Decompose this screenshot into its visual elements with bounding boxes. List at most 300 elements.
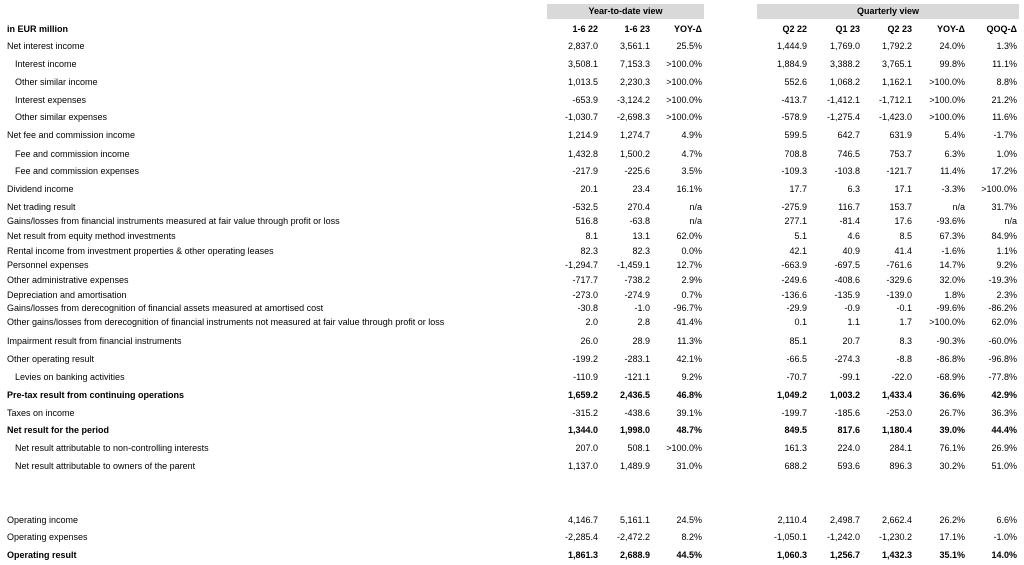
row-value: 1,274.7: [619, 130, 650, 140]
column-header: QOQ-Δ: [986, 24, 1017, 34]
table-row: [0, 165, 1024, 177]
row-value: -99.1: [839, 372, 860, 382]
row-value: 642.7: [837, 130, 860, 140]
row-value: 62.0%: [676, 231, 702, 241]
table-row: [0, 353, 1024, 365]
row-label: Other gains/losses from derecognition of financial instruments not measured at fair value through profit or loss: [7, 317, 445, 327]
ytd-group-header: Year-to-date view: [547, 4, 704, 19]
row-value: 39.1%: [676, 408, 702, 418]
row-value: -225.6: [624, 166, 650, 176]
row-value: 26.7%: [939, 408, 965, 418]
table-row: [0, 289, 1024, 301]
row-value: n/a: [689, 202, 702, 212]
row-value: 1,214.9: [567, 130, 598, 140]
row-value: >100.0%: [929, 112, 965, 122]
row-value: 1,659.2: [567, 390, 598, 400]
row-value: -329.6: [886, 275, 912, 285]
row-label: Net result for the period: [7, 425, 110, 435]
row-value: >100.0%: [981, 184, 1017, 194]
row-label: Operating expenses: [7, 532, 88, 542]
row-value: 16.1%: [676, 184, 702, 194]
row-value: 688.2: [784, 461, 807, 471]
table-row: [0, 302, 1024, 314]
row-value: 1,003.2: [829, 390, 860, 400]
row-value: 2,662.4: [881, 515, 912, 525]
row-value: 5.1: [794, 231, 807, 241]
row-value: -81.4: [839, 216, 860, 226]
row-value: 1,792.2: [881, 41, 912, 51]
row-value: 41.4%: [676, 317, 702, 327]
row-value: -1.7%: [993, 130, 1017, 140]
row-value: 5.4%: [944, 130, 965, 140]
row-value: >100.0%: [666, 77, 702, 87]
column-header: 1-6 22: [572, 24, 598, 34]
row-value: -1.0: [634, 303, 650, 313]
row-value: 9.2%: [996, 260, 1017, 270]
row-value: -136.6: [781, 290, 807, 300]
row-value: 40.9: [842, 246, 860, 256]
row-value: 46.8%: [676, 390, 702, 400]
column-header: Q2 23: [887, 24, 912, 34]
row-value: -532.5: [572, 202, 598, 212]
row-value: 41.4: [894, 246, 912, 256]
row-value: 76.1%: [939, 443, 965, 453]
row-value: 82.3: [580, 246, 598, 256]
row-value: 82.3: [632, 246, 650, 256]
table-row: [0, 58, 1024, 70]
row-value: -77.8%: [988, 372, 1017, 382]
row-value: 42.1: [789, 246, 807, 256]
row-value: >100.0%: [929, 95, 965, 105]
row-value: -185.6: [834, 408, 860, 418]
table-row: [0, 335, 1024, 347]
row-label: Net result attributable to non-controlling interests: [15, 443, 209, 453]
row-value: 1.1%: [996, 246, 1017, 256]
row-value: 277.1: [784, 216, 807, 226]
row-value: 516.8: [575, 216, 598, 226]
row-value: -273.0: [572, 290, 598, 300]
row-value: 1,432.8: [567, 149, 598, 159]
row-value: 25.5%: [676, 41, 702, 51]
row-value: 1,884.9: [776, 59, 807, 69]
row-value: 1,433.4: [881, 390, 912, 400]
row-value: 17.6: [894, 216, 912, 226]
table-row: [0, 407, 1024, 419]
row-value: 17.1%: [939, 532, 965, 542]
row-value: 8.2%: [681, 532, 702, 542]
row-value: 42.9%: [991, 390, 1017, 400]
row-value: -2,285.4: [564, 532, 598, 542]
row-value: 552.6: [784, 77, 807, 87]
table-row: [0, 389, 1024, 401]
row-value: -2,472.2: [616, 532, 650, 542]
row-value: 62.0%: [991, 317, 1017, 327]
row-value: 1,180.4: [881, 425, 912, 435]
row-value: 3.5%: [681, 166, 702, 176]
row-value: 48.7%: [676, 425, 702, 435]
row-value: 1.7: [899, 317, 912, 327]
row-value: -1,030.7: [564, 112, 598, 122]
row-value: -663.9: [781, 260, 807, 270]
table-row: [0, 442, 1024, 454]
row-value: 4.9%: [681, 130, 702, 140]
row-value: 9.2%: [681, 372, 702, 382]
row-value: 32.0%: [939, 275, 965, 285]
row-value: -408.6: [834, 275, 860, 285]
row-value: 1,861.3: [567, 550, 598, 560]
row-value: 3,765.1: [881, 59, 912, 69]
table-row: [0, 371, 1024, 383]
row-value: >100.0%: [666, 59, 702, 69]
row-label: Depreciation and amortisation: [7, 290, 127, 300]
row-value: -1.0%: [993, 532, 1017, 542]
row-value: 24.5%: [676, 515, 702, 525]
row-value: 2.9%: [681, 275, 702, 285]
row-value: 2,837.0: [567, 41, 598, 51]
row-value: -90.3%: [936, 336, 965, 346]
row-value: 24.0%: [939, 41, 965, 51]
row-value: -66.5: [786, 354, 807, 364]
row-value: -275.9: [781, 202, 807, 212]
row-value: 1,049.2: [776, 390, 807, 400]
row-label: Net interest income: [7, 41, 85, 51]
row-label: Operating income: [7, 515, 79, 525]
column-header: 1-6 23: [624, 24, 650, 34]
row-value: -8.8: [896, 354, 912, 364]
row-value: -274.3: [834, 354, 860, 364]
row-value: 6.3%: [944, 149, 965, 159]
row-value: n/a: [952, 202, 965, 212]
row-value: -3.3%: [941, 184, 965, 194]
row-label: Net result attributable to owners of the parent: [15, 461, 196, 471]
row-label: Net result from equity method investments: [7, 231, 176, 241]
row-value: -29.9: [786, 303, 807, 313]
row-value: 8.3: [899, 336, 912, 346]
row-value: 26.9%: [991, 443, 1017, 453]
row-value: -249.6: [781, 275, 807, 285]
row-value: -717.7: [572, 275, 598, 285]
row-label: Rental income from investment properties & other operating leases: [7, 246, 274, 256]
row-value: -1,459.1: [616, 260, 650, 270]
row-value: 116.7: [838, 202, 860, 212]
row-value: -1.6%: [941, 246, 965, 256]
row-value: -253.0: [886, 408, 912, 418]
row-value: -1,423.0: [878, 112, 912, 122]
row-value: 207.0: [575, 443, 598, 453]
row-value: 99.8%: [939, 59, 965, 69]
row-value: 14.0%: [991, 550, 1017, 560]
row-label: Gains/losses from derecognition of financial assets measured at amortised cost: [7, 303, 324, 313]
row-value: -1,275.4: [826, 112, 860, 122]
row-value: 746.5: [837, 149, 860, 159]
row-value: -0.1: [896, 303, 912, 313]
table-row: [0, 230, 1024, 242]
row-label: Levies on banking activities: [15, 372, 125, 382]
row-value: 8.5: [899, 231, 912, 241]
unit-label: in EUR million: [7, 24, 69, 34]
row-value: 11.6%: [992, 112, 1017, 122]
row-value: -697.5: [834, 260, 860, 270]
row-value: -217.9: [572, 166, 598, 176]
row-value: 896.3: [889, 461, 912, 471]
quarterly-group-header: Quarterly view: [757, 4, 1019, 19]
row-value: 161.3: [784, 443, 807, 453]
row-label: Net trading result: [7, 202, 76, 212]
row-value: -121.7: [886, 166, 912, 176]
table-row: [0, 424, 1024, 436]
row-value: 31.0%: [676, 461, 702, 471]
row-value: 13.1: [632, 231, 650, 241]
row-value: >100.0%: [929, 77, 965, 87]
row-value: 153.7: [889, 202, 912, 212]
table-row: [0, 201, 1024, 213]
row-value: 817.6: [837, 425, 860, 435]
table-row: [0, 111, 1024, 123]
row-value: 1.0%: [996, 149, 1017, 159]
row-value: 2,498.7: [829, 515, 860, 525]
row-value: 1,344.0: [567, 425, 598, 435]
row-value: -139.0: [886, 290, 912, 300]
row-value: -86.2%: [988, 303, 1017, 313]
row-value: -99.6%: [936, 303, 965, 313]
row-value: 36.3%: [991, 408, 1017, 418]
row-value: 1,769.0: [829, 41, 860, 51]
row-value: -315.2: [572, 408, 598, 418]
row-value: 1,998.0: [619, 425, 650, 435]
row-value: 20.1: [580, 184, 598, 194]
column-header: Q1 23: [835, 24, 860, 34]
row-value: 7,153.3: [619, 59, 650, 69]
row-value: -274.9: [624, 290, 650, 300]
row-value: 631.9: [889, 130, 912, 140]
column-header: YOY-Δ: [674, 24, 702, 34]
row-value: -70.7: [786, 372, 807, 382]
row-value: 1,489.9: [619, 461, 650, 471]
table-row: [0, 40, 1024, 52]
row-value: -96.8%: [988, 354, 1017, 364]
row-value: -199.2: [572, 354, 598, 364]
row-label: Dividend income: [7, 184, 74, 194]
row-value: -110.9: [573, 372, 598, 382]
row-value: 28.9: [632, 336, 650, 346]
row-value: 1,432.3: [881, 550, 912, 560]
row-value: -1,712.1: [878, 95, 912, 105]
row-value: 3,561.1: [619, 41, 650, 51]
row-value: -60.0%: [988, 336, 1017, 346]
row-value: 11.1%: [992, 59, 1017, 69]
row-value: 1,444.9: [776, 41, 807, 51]
row-value: 2,688.9: [619, 550, 650, 560]
row-value: 2.0: [585, 317, 598, 327]
row-label: Fee and commission income: [15, 149, 130, 159]
row-value: n/a: [1004, 216, 1017, 226]
row-value: 1,068.2: [829, 77, 860, 87]
row-value: -103.8: [834, 166, 860, 176]
row-value: 849.5: [784, 425, 807, 435]
row-value: 3,388.2: [829, 59, 860, 69]
row-value: -438.6: [624, 408, 650, 418]
row-value: 593.6: [837, 461, 860, 471]
row-value: n/a: [689, 216, 702, 226]
row-value: 44.4%: [991, 425, 1017, 435]
row-value: 4.7%: [681, 149, 702, 159]
row-value: -2,698.3: [616, 112, 650, 122]
row-value: 1,162.1: [881, 77, 912, 87]
row-value: 6.6%: [996, 515, 1017, 525]
row-value: 2,110.4: [777, 515, 807, 525]
row-value: 8.8%: [996, 77, 1017, 87]
table-row: [0, 531, 1024, 543]
row-value: -761.6: [886, 260, 912, 270]
table-row: [0, 259, 1024, 271]
row-value: 0.7%: [681, 290, 702, 300]
row-value: -30.8: [577, 303, 598, 313]
row-value: -93.6%: [936, 216, 965, 226]
row-value: -19.3%: [988, 275, 1017, 285]
row-value: 8.1: [585, 231, 598, 241]
row-label: Taxes on income: [7, 408, 75, 418]
row-value: 23.4: [632, 184, 650, 194]
row-value: 17.2%: [991, 166, 1017, 176]
row-value: 39.0%: [939, 425, 965, 435]
row-value: 44.5%: [676, 550, 702, 560]
row-value: 17.1: [894, 184, 912, 194]
row-value: 0.0%: [681, 246, 702, 256]
row-value: 1.3%: [996, 41, 1017, 51]
row-value: >100.0%: [666, 443, 702, 453]
row-value: -578.9: [781, 112, 807, 122]
row-value: 753.7: [889, 149, 912, 159]
row-value: 4,146.7: [567, 515, 598, 525]
table-row: [0, 274, 1024, 286]
row-value: 11.4%: [940, 166, 965, 176]
row-value: 599.5: [784, 130, 807, 140]
row-value: 21.2%: [991, 95, 1017, 105]
row-value: -199.7: [781, 408, 807, 418]
table-row: [0, 183, 1024, 195]
row-value: 42.1%: [676, 354, 702, 364]
row-value: 11.3%: [677, 336, 702, 346]
row-label: Interest expenses: [15, 95, 87, 105]
row-value: 35.1%: [939, 550, 965, 560]
row-value: -63.8: [629, 216, 650, 226]
row-value: 708.8: [784, 149, 807, 159]
row-value: -68.9%: [936, 372, 965, 382]
row-value: 1,137.0: [567, 461, 598, 471]
row-label: Other administrative expenses: [7, 275, 129, 285]
row-label: Fee and commission expenses: [15, 166, 140, 176]
row-label: Other similar expenses: [15, 112, 108, 122]
row-value: 26.0: [580, 336, 598, 346]
row-value: 2,230.3: [619, 77, 650, 87]
row-label: Interest income: [15, 59, 77, 69]
row-value: 85.1: [789, 336, 807, 346]
table-row: [0, 514, 1024, 526]
row-value: -1,412.1: [826, 95, 860, 105]
row-value: -86.8%: [936, 354, 965, 364]
row-label: Pre-tax result from continuing operations: [7, 390, 185, 400]
column-header: Q2 22: [782, 24, 807, 34]
row-label: Other similar income: [15, 77, 98, 87]
column-header: YOY-Δ: [937, 24, 965, 34]
row-value: -135.9: [834, 290, 860, 300]
table-row: [0, 549, 1024, 561]
row-value: 36.6%: [939, 390, 965, 400]
row-value: 26.2%: [939, 515, 965, 525]
row-value: 20.7: [842, 336, 860, 346]
row-value: -1,294.7: [564, 260, 598, 270]
row-value: >100.0%: [666, 95, 702, 105]
row-value: 3,508.1: [567, 59, 598, 69]
row-value: 0.1: [794, 317, 807, 327]
row-value: 2.8: [637, 317, 650, 327]
row-label: Personnel expenses: [7, 260, 89, 270]
row-value: 1.1: [847, 317, 860, 327]
row-value: 51.0%: [991, 461, 1017, 471]
row-value: -1,050.1: [773, 532, 807, 542]
row-value: 31.7%: [991, 202, 1017, 212]
row-value: 1,256.7: [829, 550, 860, 560]
row-value: 1,500.2: [619, 149, 650, 159]
table-row: [0, 76, 1024, 88]
row-value: 30.2%: [939, 461, 965, 471]
row-value: -283.1: [624, 354, 650, 364]
row-value: -413.7: [781, 95, 807, 105]
row-value: 508.1: [627, 443, 650, 453]
row-value: 12.7%: [676, 260, 702, 270]
row-value: 284.1: [889, 443, 912, 453]
table-row: [0, 215, 1024, 227]
row-value: 4.6: [847, 231, 860, 241]
row-value: -109.3: [781, 166, 807, 176]
table-row: [0, 148, 1024, 160]
row-value: 6.3: [847, 184, 860, 194]
row-value: 2.3%: [996, 290, 1017, 300]
row-value: -738.2: [624, 275, 650, 285]
row-label: Net fee and commission income: [7, 130, 136, 140]
row-label: Operating result: [7, 550, 77, 560]
row-value: -121.1: [624, 372, 650, 382]
row-value: -0.9: [844, 303, 860, 313]
row-value: 67.3%: [939, 231, 965, 241]
row-value: -653.9: [572, 95, 598, 105]
row-value: 17.7: [789, 184, 807, 194]
table-row: [0, 245, 1024, 257]
row-value: 1,013.5: [567, 77, 598, 87]
row-value: -1,242.0: [826, 532, 860, 542]
table-row: [0, 460, 1024, 472]
row-value: >100.0%: [929, 317, 965, 327]
table-row: [0, 94, 1024, 106]
row-value: -3,124.2: [616, 95, 650, 105]
row-value: -1,230.2: [878, 532, 912, 542]
row-value: 14.7%: [939, 260, 965, 270]
row-value: 1.8%: [944, 290, 965, 300]
row-label: Gains/losses from financial instruments measured at fair value through profit or loss: [7, 216, 340, 226]
row-value: 224.0: [837, 443, 860, 453]
row-value: 84.9%: [991, 231, 1017, 241]
row-value: 5,161.1: [619, 515, 650, 525]
table-row: [0, 316, 1024, 328]
row-value: 2,436.5: [619, 390, 650, 400]
row-value: >100.0%: [666, 112, 702, 122]
row-label: Other operating result: [7, 354, 95, 364]
row-value: 270.4: [627, 202, 650, 212]
row-value: 1,060.3: [776, 550, 807, 560]
row-value: -96.7%: [673, 303, 702, 313]
row-label: Impairment result from financial instruments: [7, 336, 182, 346]
row-value: -22.0: [891, 372, 912, 382]
